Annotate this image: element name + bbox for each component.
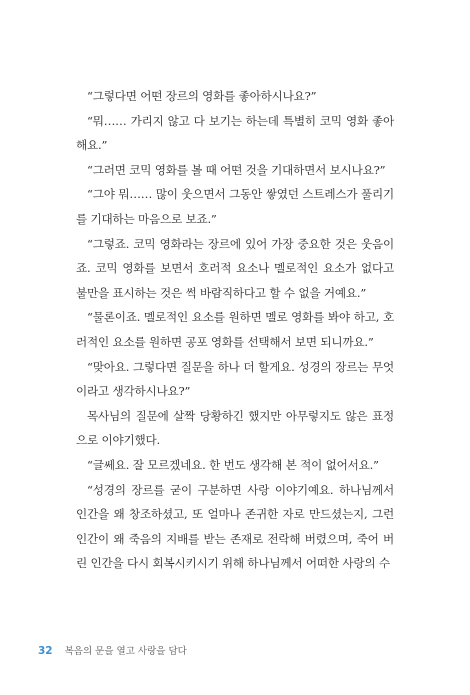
paragraph: “성경의 장르를 굳이 구분하면 사랑 이야기예요. 하나님께서 인간을 왜 창조하셨고, 또 얼마나 존귀한 자로 만드셨는지, 그런 인간이 왜 죽음의 지배를 받는 존재로 전락해 버렸으며, 죽어 버린 인간을 다시 회복시키시기 위해 하나님께서 어떠한 사랑의 수 (76, 482, 394, 571)
paragraph: 목사님의 질문에 살짝 당황하긴 했지만 아무렇지도 않은 표정으로 이야기했다. (76, 408, 394, 448)
paragraph: “그렇죠. 코믹 영화라는 장르에 있어 가장 중요한 것은 웃음이죠. 코믹 영화를 보면서 호러적 요소나 멜로적인 요소가 없다고 불만을 표시하는 것은 썩 바람직하다고 할 수 없을 거예요.” (76, 236, 394, 300)
paragraph: “그야 뭐…… 많이 웃으면서 그동안 쌓였던 스트레스가 풀리기를 기대하는 마음으로 보죠.” (76, 187, 394, 226)
paragraph: “글쎄요. 잘 모르겠네요. 한 번도 생각해 본 적이 없어서요.” (87, 457, 379, 472)
paragraph: “맞아요. 그렇다면 질문을 하나 더 할게요. 성경의 장르는 무엇이라고 생각하시나요?” (76, 359, 394, 399)
paragraph: “그렇다면 어떤 장르의 영화를 좋아하시나요?” (87, 89, 317, 103)
paragraph: “그러면 코믹 영화를 볼 때 어떤 것을 기대하면서 보시나요?” (87, 162, 386, 177)
page-number: 32 (38, 645, 53, 657)
paragraph: “뭐…… 가리지 않고 다 보기는 하는데 특별히 코믹 영화 좋아해요.” (76, 113, 394, 153)
running-title: 복음의 문을 열고 사랑을 담다 (64, 646, 187, 657)
paragraph: “물론이죠. 멜로적인 요소를 원하면 멜로 영화를 봐야 하고, 호러적인 요소를 원하면 공포 영화를 선택해서 보면 되니까요.” (76, 310, 394, 349)
page-footer (38, 643, 187, 657)
body-text (76, 84, 394, 576)
